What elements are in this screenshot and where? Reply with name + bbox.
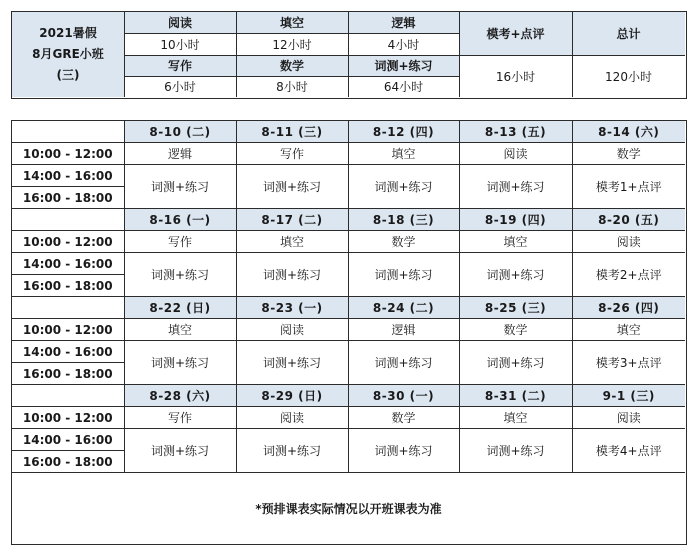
morning-class-cell: 数学 xyxy=(348,231,459,253)
date-header-cell: 9-1 (三) xyxy=(572,385,685,407)
date-header-cell: 8-12 (四) xyxy=(348,121,459,143)
afternoon-class-cell: 词测+练习 xyxy=(124,429,236,473)
time-slot-label: 16:00 - 18:00 xyxy=(12,363,124,385)
week-date-row xyxy=(12,209,685,231)
time-slot-label: 10:00 - 12:00 xyxy=(12,143,124,165)
afternoon-class-cell: 词测+练习 xyxy=(124,341,236,385)
date-header-cell: 8-17 (二) xyxy=(236,209,348,231)
subject-vocab-hours: 64小时 xyxy=(383,80,424,94)
blank-corner-cell xyxy=(12,209,124,231)
subject-fill-name: 填空 xyxy=(236,12,348,33)
course-title xyxy=(12,12,124,97)
course-summary-table xyxy=(11,11,687,99)
subject-vocab-name: 词测+练习 xyxy=(348,55,459,76)
date-header-cell: 8-13 (五) xyxy=(459,121,572,143)
time-slot-label: 10:00 - 12:00 xyxy=(12,407,124,429)
date-header-cell: 8-26 (四) xyxy=(572,297,685,319)
total-hours: 120小时 xyxy=(605,69,652,84)
date-header-cell: 8-23 (一) xyxy=(236,297,348,319)
date-header-cell: 8-25 (三) xyxy=(459,297,572,319)
afternoon-class-cell: 词测+练习 xyxy=(236,429,348,473)
time-slot-label: 10:00 - 12:00 xyxy=(12,319,124,341)
afternoon-class-cell: 词测+练习 xyxy=(459,253,572,297)
date-header-cell: 8-29 (日) xyxy=(236,385,348,407)
subject-reading-hours: 10小时 xyxy=(160,37,200,52)
morning-class-cell: 数学 xyxy=(459,319,572,341)
afternoon-class-cell: 词测+练习 xyxy=(348,165,459,209)
subject-fill-hours: 12小时 xyxy=(272,37,312,52)
afternoon-session-row xyxy=(12,429,685,451)
afternoon-class-cell: 词测+练习 xyxy=(459,165,572,209)
subject-math-hours: 8小时 xyxy=(276,80,308,94)
subject-logic-name: 逻辑 xyxy=(348,12,459,33)
date-header-cell: 8-11 (三) xyxy=(236,121,348,143)
time-slot-label: 14:00 - 16:00 xyxy=(12,165,124,187)
morning-class-cell: 阅读 xyxy=(236,319,348,341)
grid-line xyxy=(124,55,685,56)
subject-logic-hours: 4小时 xyxy=(387,37,420,52)
course-title-line1: 2021暑假 xyxy=(39,26,97,40)
afternoon-class-cell: 模考3+点评 xyxy=(572,341,685,385)
morning-class-cell: 写作 xyxy=(236,143,348,165)
date-header-cell: 8-31 (二) xyxy=(459,385,572,407)
date-header-cell: 8-18 (三) xyxy=(348,209,459,231)
afternoon-class-cell: 词测+练习 xyxy=(348,253,459,297)
date-header-cell: 8-10 (二) xyxy=(124,121,236,143)
morning-session-row xyxy=(12,231,685,253)
afternoon-class-cell: 词测+练习 xyxy=(459,429,572,473)
afternoon-class-cell: 词测+练习 xyxy=(124,253,236,297)
morning-class-cell: 填空 xyxy=(236,231,348,253)
course-title-line3: (三) xyxy=(56,68,80,82)
week-date-row xyxy=(12,121,685,143)
afternoon-class-cell: 词测+练习 xyxy=(348,429,459,473)
afternoon-session-row xyxy=(12,165,685,187)
date-header-cell: 8-22 (日) xyxy=(124,297,236,319)
morning-class-cell: 写作 xyxy=(124,407,236,429)
total-name: 总计 xyxy=(572,12,685,55)
mock-exam-hours: 16小时 xyxy=(495,69,536,84)
afternoon-session-row xyxy=(12,341,685,363)
schedule-body xyxy=(12,121,685,473)
morning-session-row xyxy=(12,407,685,429)
date-header-cell: 8-24 (二) xyxy=(348,297,459,319)
afternoon-class-cell: 词测+练习 xyxy=(236,165,348,209)
schedule-table xyxy=(11,120,687,545)
morning-class-cell: 填空 xyxy=(348,143,459,165)
time-slot-label: 14:00 - 16:00 xyxy=(12,341,124,363)
schedule-note: *预排课表实际情况以开班课表为准 xyxy=(255,501,442,516)
morning-class-cell: 阅读 xyxy=(236,407,348,429)
time-slot-label: 14:00 - 16:00 xyxy=(12,253,124,275)
afternoon-class-cell: 词测+练习 xyxy=(459,341,572,385)
afternoon-class-cell: 模考2+点评 xyxy=(572,253,685,297)
blank-corner-cell xyxy=(12,297,124,319)
time-slot-label: 16:00 - 18:00 xyxy=(12,275,124,297)
afternoon-session-row xyxy=(12,253,685,275)
morning-class-cell: 数学 xyxy=(572,143,685,165)
date-header-cell: 8-20 (五) xyxy=(572,209,685,231)
date-header-cell: 8-16 (一) xyxy=(124,209,236,231)
week-date-row xyxy=(12,297,685,319)
week-date-row xyxy=(12,385,685,407)
time-slot-label: 16:00 - 18:00 xyxy=(12,451,124,473)
afternoon-class-cell: 词测+练习 xyxy=(124,165,236,209)
grid-line xyxy=(124,33,459,34)
time-slot-label: 10:00 - 12:00 xyxy=(12,231,124,253)
morning-class-cell: 数学 xyxy=(348,407,459,429)
course-title-line2: 8月GRE小班 xyxy=(32,47,104,61)
date-header-cell: 8-30 (一) xyxy=(348,385,459,407)
morning-class-cell: 填空 xyxy=(459,407,572,429)
afternoon-class-cell: 模考4+点评 xyxy=(572,429,685,473)
grid-line xyxy=(124,76,459,77)
subject-writing-name: 写作 xyxy=(124,55,236,76)
subject-math-name: 数学 xyxy=(236,55,348,76)
mock-exam-name: 模考+点评 xyxy=(459,12,572,55)
date-header-cell: 8-14 (六) xyxy=(572,121,685,143)
afternoon-class-cell: 模考1+点评 xyxy=(572,165,685,209)
blank-corner-cell xyxy=(12,121,124,143)
morning-class-cell: 逻辑 xyxy=(348,319,459,341)
afternoon-class-cell: 词测+练习 xyxy=(348,341,459,385)
subject-reading-name: 阅读 xyxy=(124,12,236,33)
morning-class-cell: 填空 xyxy=(572,319,685,341)
morning-class-cell: 写作 xyxy=(124,231,236,253)
blank-corner-cell xyxy=(12,385,124,407)
afternoon-class-cell: 词测+练习 xyxy=(236,253,348,297)
date-header-cell: 8-28 (六) xyxy=(124,385,236,407)
morning-class-cell: 填空 xyxy=(124,319,236,341)
morning-session-row xyxy=(12,319,685,341)
time-slot-label: 16:00 - 18:00 xyxy=(12,187,124,209)
afternoon-class-cell: 词测+练习 xyxy=(236,341,348,385)
morning-class-cell: 逻辑 xyxy=(124,143,236,165)
morning-class-cell: 填空 xyxy=(459,231,572,253)
morning-class-cell: 阅读 xyxy=(459,143,572,165)
subject-writing-hours: 6小时 xyxy=(164,80,196,94)
morning-session-row xyxy=(12,143,685,165)
date-header-cell: 8-19 (四) xyxy=(459,209,572,231)
time-slot-label: 14:00 - 16:00 xyxy=(12,429,124,451)
morning-class-cell: 阅读 xyxy=(572,407,685,429)
morning-class-cell: 阅读 xyxy=(572,231,685,253)
